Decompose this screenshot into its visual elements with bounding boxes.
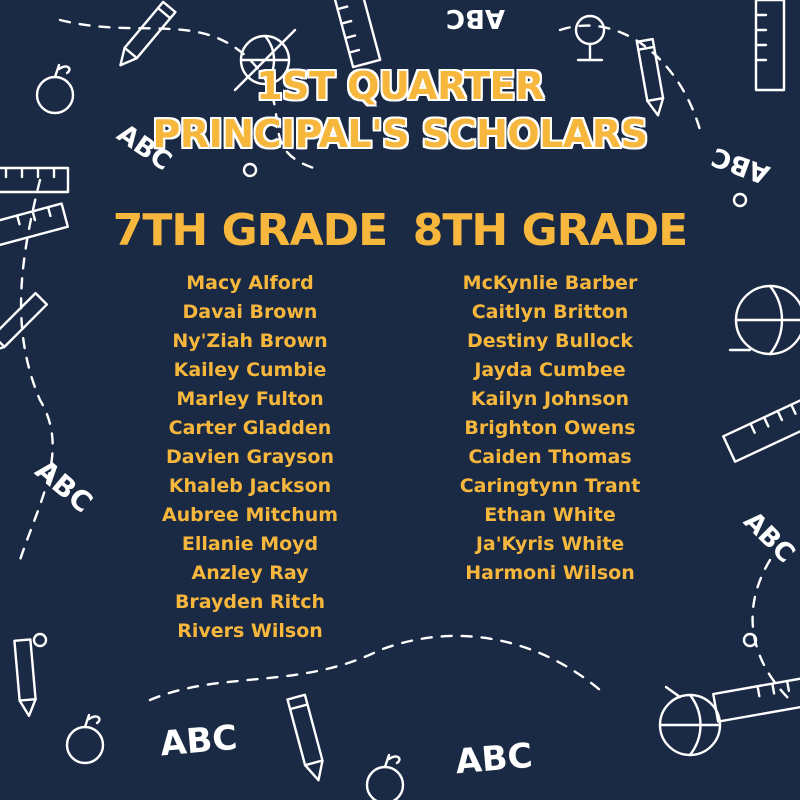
desk-lamp-icon: [576, 16, 604, 60]
dot-doodle: [734, 194, 746, 206]
grade-8-list: [410, 269, 690, 588]
list-item: Ellanie Moyd: [181, 533, 319, 555]
list-item: Caringtynn Trant: [459, 475, 641, 497]
pencil-icon: [114, 2, 175, 71]
abc-doodle: ABC: [707, 140, 774, 190]
list-item: Destiny Bullock: [466, 330, 634, 352]
globe-icon: [730, 286, 800, 354]
dot-doodle: [244, 164, 256, 176]
ruler-icon: [330, 0, 380, 67]
ruler-icon: [713, 678, 800, 721]
list-item: Marley Fulton: [176, 388, 324, 410]
grade-7-list: [110, 269, 390, 646]
list-item: Khaleb Jackson: [168, 475, 332, 497]
apple-icon: [367, 755, 403, 800]
abc-doodle: ABC: [28, 453, 99, 520]
abc-doodle: ABC: [445, 3, 505, 33]
title-line-2: PRINCIPAL'S SCHOLARS: [152, 112, 648, 156]
list-item: Macy Alford: [186, 272, 314, 294]
list-item: Carter Gladden: [168, 417, 332, 439]
pencil-icon: [14, 639, 37, 716]
list-item: Ny'Ziah Brown: [172, 330, 328, 352]
list-item: Brighton Owens: [464, 417, 636, 439]
dashed-path-right-low: [753, 560, 790, 700]
page-title: [0, 62, 800, 158]
list-item: Caitlyn Britton: [471, 301, 629, 323]
list-item: McKynlie Barber: [462, 272, 638, 294]
grade-7-heading: 7TH GRADE: [112, 205, 388, 256]
apple-icon: [67, 715, 103, 763]
dot-doodle: [34, 634, 46, 646]
list-item: Kailey Cumbie: [173, 359, 327, 381]
list-item: Anzley Ray: [191, 562, 309, 584]
list-item: Aubree Mitchum: [161, 504, 339, 526]
ruler-icon: [723, 398, 800, 461]
list-item: Caiden Thomas: [468, 446, 632, 468]
globe-icon: [660, 687, 720, 755]
list-item: Ja'Kyris White: [475, 533, 625, 555]
list-item: Harmoni Wilson: [465, 562, 635, 584]
list-item: Kailyn Johnson: [470, 388, 630, 410]
list-item: Ethan White: [484, 504, 616, 526]
abc-doodle: ABC: [737, 506, 800, 570]
dashed-path-left: [20, 180, 53, 560]
list-item: Jayda Cumbee: [474, 359, 626, 381]
list-item: Davien Grayson: [166, 446, 334, 468]
pencil-icon: [0, 293, 47, 358]
list-item: Rivers Wilson: [177, 620, 323, 642]
list-item: Brayden Ritch: [174, 591, 326, 613]
grade-8-heading: 8TH GRADE: [412, 205, 688, 256]
abc-doodle: ABC: [453, 735, 535, 783]
ruler-icon: [0, 204, 68, 247]
grade-7-column: [110, 205, 390, 646]
abc-doodle: ABC: [111, 118, 177, 178]
grade-8-column: [410, 205, 690, 588]
list-item: Davai Brown: [182, 301, 318, 323]
pencil-icon: [288, 695, 328, 783]
title-line-1: 1ST QUARTER: [256, 64, 544, 108]
abc-doodle: ABC: [158, 717, 239, 765]
ruler-icon: [0, 168, 68, 192]
